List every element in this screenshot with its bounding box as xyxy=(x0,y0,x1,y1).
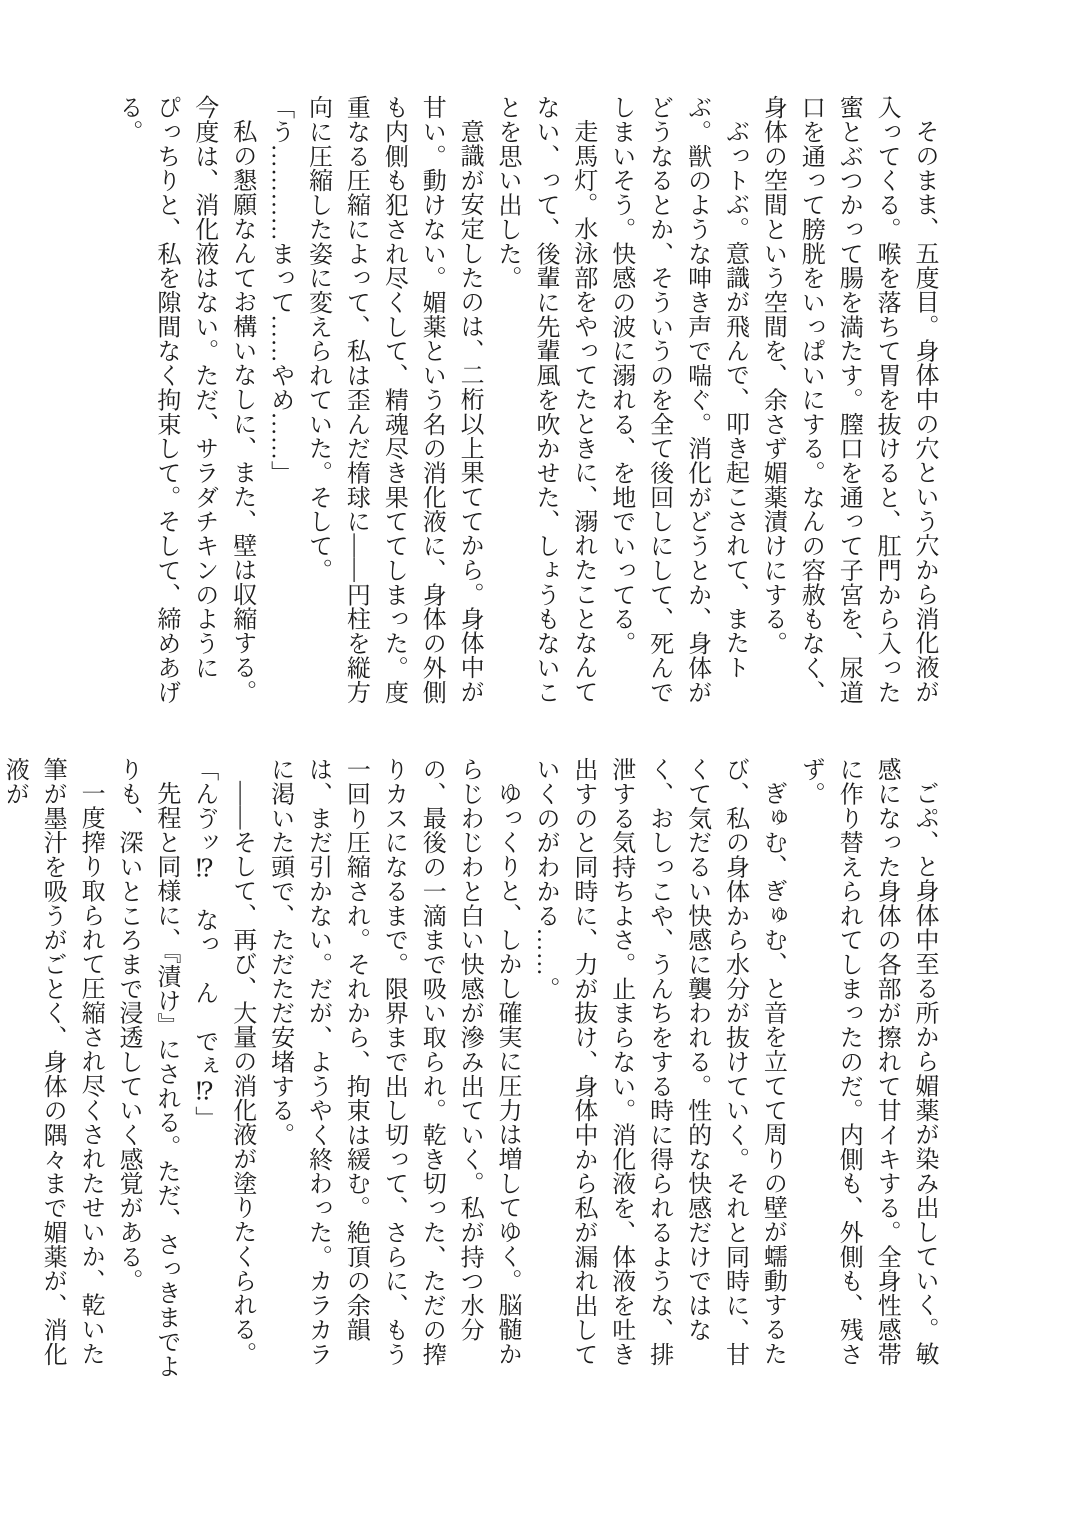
upper-paragraph-3: 走馬灯。水泳部をやってたときに、溺れたことなんてない、って、後輩に先輩風を吹かせた、しょうもないことを思い出した。 xyxy=(494,95,596,704)
lower-paragraph-2: ぎゅむ、ぎゅむ、と音を立てて周りの壁が蠕動するたび、私の身体から水分が抜けていく。それと同時に、甘くて気だるい快感に襲われる。性的な快感だけではなく、おしっこや、うんちをする時に得られるような、排泄する気持ちよさ。止まらない。消化液を、体液を吐き出すのと同時に、力が抜け、身体中から私が漏れ出していくのがわかる……。 xyxy=(531,757,786,1366)
upper-dialogue-line: 「う…………まって……やめ……」 xyxy=(266,95,293,485)
lower-paragraph-3: ゆっくりと、しかし確実に圧力は増してゆく。脳髄からじわじわと白い快感が滲み出ていく。私が持つ水分の、最後の一滴まで吸い取られ。乾き切った、ただの搾りカスになるまで。限界まで出し切って、さらに、もう一回り圧縮され。それから、拘束は緩む。絶頂の余韻は、まだ引かない。だが、ようやく終わった。カラカラに渇いた頭で、ただただ安堵する。 xyxy=(266,757,521,1366)
lower-text-block xyxy=(1,757,942,1389)
lower-paragraph-4: ――そして、再び、大量の消化液が塗りたくられる。 xyxy=(228,781,255,1366)
lower-paragraph-7: 一度搾り取られて圧縮され尽くされたせいか、乾いた筆が墨汁を吸うがごとく、身体の隅々まで媚薬が、消化液が xyxy=(1,757,104,1366)
lower-paragraph-6: 先程と同様に、『漬け』にされる。ただ、さっきまでよりも、深いところまで浸透していく感覚がある。 xyxy=(114,757,179,1378)
lower-dialogue-line: 「んゔッ⁉ なっ ん でぇ⁉」 xyxy=(190,757,217,1131)
upper-paragraph-1: そのまま、五度目。身体中の穴という穴から消化液が入ってくる。喉を落ちて胃を抜けると、肛門から入った蜜とぶつかって腸を満たす。膣口を通って子宮を、尿道口を通って膀胱をいっぱいにする。なんの容赦もなく、身体の空間という空間を、余さず媚薬漬けにする。 xyxy=(759,95,937,704)
lower-paragraph-1: ごぷ、と身体中至る所から媚薬が染み出していく。敏感になった身体の各部が擦れて甘イキする。全身性感帯に作り替えられてしまったのだ。内側も、外側も、残さず。 xyxy=(797,757,937,1366)
upper-paragraph-6: 私の懇願なんてお構いなしに、また、壁は収縮する。今度は、消化液はない。ただ、サラダチキンのようにぴっちりと、私を隙間なく拘束して。そして、締めあげる。 xyxy=(114,95,255,704)
upper-text-block xyxy=(112,95,942,727)
upper-paragraph-2: ぶっトぶ。意識が飛んで、叩き起こされて、またトぶ。獣のような呻き声で喘ぐ。消化がどうとか、身体がどうなるとか、そういうのを全て後回しにして、死んでしまいそう。快感の波に溺れる、を地でいってる。 xyxy=(607,95,748,704)
upper-paragraph-4: 意識が安定したのは、二桁以上果ててから。身体中が甘い。動けない。媚薬という名の消化液に、身体の外側も内側も犯され尽くして、精魂尽き果ててしまった。度重なる圧縮によって、私は歪んだ楕球に――円柱を縦方向に圧縮した姿に変えられていた。そして。 xyxy=(304,95,483,704)
